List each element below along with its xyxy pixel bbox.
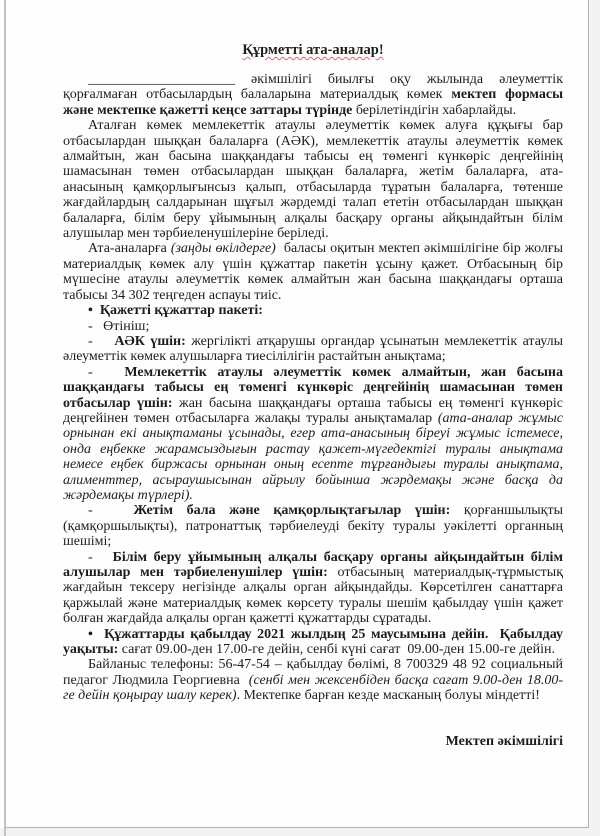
signature-block <box>63 734 563 749</box>
paragraph: Ата-аналарға (заңды өкілдерге) баласы оқитын мектеп әкімшілігіне бір жолғы материалдық көмек алу үшін құжаттар пакетін ұсыну қажет. Отбасының бір мүшесіне атаулы әлеуметтік көмек алмайтын жан басына шаққандағы орташа табысы 34 302 теңгеден аспауы тиіс. <box>63 241 564 303</box>
paragraph: - Мемлекеттік атаулы әлеуметтік көмек алмайтын, жан басына шаққандағы табысы ең төменгі күнкөріс деңгейінің шамасынан төмен отбасылар үшін: жан басына шаққандағы орташа табысы ең төменгі күнкөріс деңгейінен төмен отбасыларға жалақы туралы анықтамалар (ата-аналар жұмыс орнынан екі анықтаманы ұсынады, егер ата-анасының біреуі жұмыс істемесе, онда еңбекке жарамсыздығын растау қажет-мүгедектігі туралы анықтама немесе еңбек биржасы орнынан оның есепте тұрғандығы туралы анықтама, алименттер, асыраушысынан айрылу бойынша жәрдемақы және басқа да жәрдемақы түрлері). <box>63 364 564 503</box>
document-paragraphs <box>63 72 563 704</box>
paragraph: - Жетім бала және қамқорлықтағылар үшін: қорғаншылықты (қамқоршылықты), патронаттық тәрбиелеуді бекіту туралы уәкілетті органның шешімі; <box>63 503 563 550</box>
document-heading <box>63 42 563 58</box>
scan-background-right <box>589 0 600 836</box>
page-edge-right <box>588 0 589 828</box>
document-content <box>63 42 563 749</box>
paragraph: - Білім беру ұйымының алқалы басқару органы айқындайтын білім алушылар мен тәрбиеленушілер үшін: отбасының материалдық-тұрмыстық жағдайын тексеру негізінде алқалы орган айқындайды. Көрсетілген санаттарға қаржылай және материалдық көмек көрсету туралы шешім қабылдау үшін қажет болған жағдайда алқалы орган қажетті құжаттарды сұратады. <box>63 549 564 627</box>
scan-background-bottom <box>0 828 600 836</box>
signature-text: Мектеп әкімшілігі <box>445 733 563 749</box>
paragraph: - АӘК үшін: жергілікті атқарушы органдар ұсынатын мемлекеттік атаулы әлеуметтік көмек алушыларға тиесілілігін растайтын анықтама; <box>63 333 563 365</box>
paragraph: - Өтініш; <box>88 318 150 334</box>
paragraph: Байланыс телефоны: 56-47-54 – қабылдау бөлімі, 8 700329 48 92 социальный педагог Людмила Георгиевна (сенбі мен жексенбіден басқа сағат 9.00-ден 18.00-ге дейін қоңырау шалу керек). Мектепке барған кезде масканың болуы міндетті! <box>63 657 564 704</box>
paragraph: • Құжаттарды қабылдау 2021 жылдың 25 маусымына дейін. Қабылдау уақыты: сағат 09.00-ден 17.00-ге дейін, сенбі күні сағат 09.00-ден 15.00-ге дейін. <box>63 626 563 658</box>
paragraph: _____________________ әкімшілігі биылғы оқу жылында әлеуметтік қорғалмаған отбасылардың балаларына материалдық көмек мектеп формасы және мектепке қажетті кеңсе заттары түрінде берілетіндігін хабарлайды. <box>63 72 563 118</box>
page-title: Құрметті ата-аналар! <box>242 42 384 58</box>
page-edge-bottom <box>5 827 589 828</box>
page-edge-left <box>4 0 6 836</box>
paragraph: Аталған көмек мемлекеттік атаулы әлеуметтік көмек алуға құқығы бар отбасылардан шыққан балаларға (АӘК), мемлекеттік атаулы әлеуметтік көмек алмайтын, жан басына шаққандағы табысы ең төменгі күнкөріс деңгейінің шамасынан төмен отбасылардан шыққан балаларға, жетім балаларға, ата-анасының қамқорлығынсыз қалып, отбасыларда тұратын балаларға, төтенше жағдайлардың салдарынан шұғыл жәрдемді талап ететін отбасылардан шыққан балаларға, білім беру ұйымының алқалы басқару органы айқындайтын білім алушылар мен тәрбиеленушілеріне беріледі. <box>63 118 563 242</box>
paragraph: • Қажетті құжаттар пакеті: <box>88 303 263 319</box>
